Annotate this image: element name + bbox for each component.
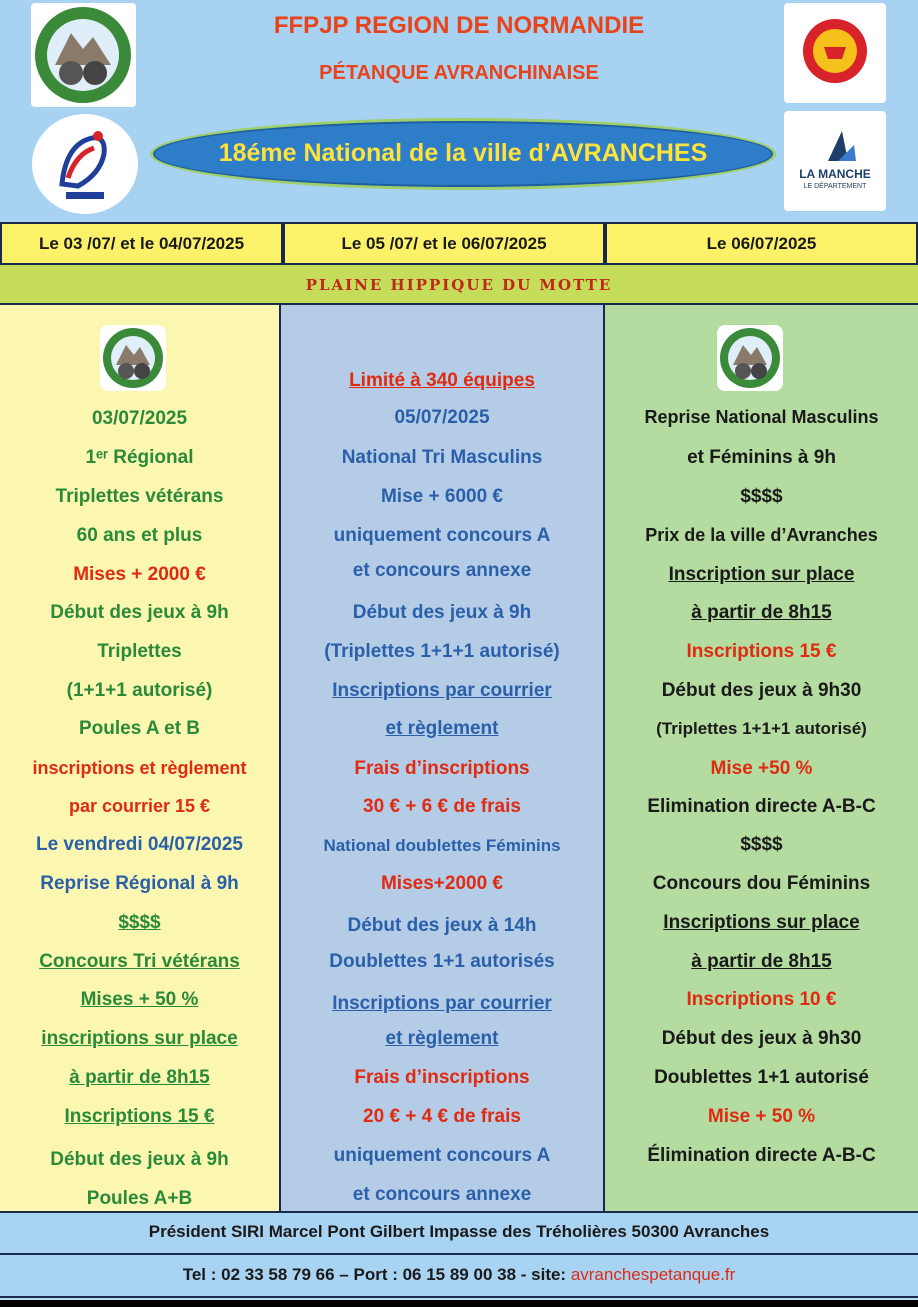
left-line: inscriptions sur place [41, 1028, 238, 1049]
venue-bar [0, 265, 918, 305]
contact-bar [0, 1253, 918, 1298]
left-line: 03/07/2025 [91, 408, 188, 429]
middle-line: et concours annexe [352, 1184, 532, 1205]
right-line: à partir de 8h15 [691, 602, 832, 623]
left-line: Inscriptions 15 € [64, 1106, 215, 1127]
left-line: Mises + 50 % [80, 989, 199, 1010]
middle-line: uniquement concours A [333, 1145, 551, 1166]
middle-line: 30 € + 6 € de frais [363, 796, 521, 817]
middle-line: Mises+2000 € [380, 873, 503, 894]
middle-line: et concours annexe [352, 560, 532, 581]
middle-line: Mise + 6000 € [380, 486, 503, 507]
right-line: Inscriptions 10 € [686, 989, 837, 1010]
middle-line: Début des jeux à 9h [352, 602, 532, 623]
middle-line: Doublettes 1+1 autorisés [329, 951, 555, 972]
club-mini-logo-icon [100, 325, 166, 391]
left-line: à partir de 8h15 [69, 1067, 210, 1088]
middle-line: Frais d’inscriptions [354, 1067, 530, 1088]
right-line: Prix de la ville d’Avranches [645, 525, 878, 545]
right-line: Inscriptions sur place [663, 912, 860, 933]
left-line: Début des jeux à 9h [50, 602, 229, 623]
middle-line: National Tri Masculins [341, 447, 543, 468]
president-address: Président SIRI Marcel Pont Gilbert Impasse des Tréholières 50300 Avranches [0, 1211, 918, 1253]
right-line: Mise +50 % [710, 758, 813, 779]
middle-line: Inscriptions par courrier [332, 680, 552, 701]
date-right: Le 06/07/2025 [605, 222, 918, 265]
right-line: et Féminins à 9h [687, 447, 836, 468]
left-line: $$$$ [118, 912, 161, 933]
left-line: Le vendredi 04/07/2025 [35, 834, 243, 855]
column-middle [281, 305, 605, 1211]
left-line: Reprise Régional à 9h [40, 873, 239, 894]
right-line: Concours dou Féminins [652, 873, 871, 894]
right-line: (Triplettes 1+1+1 autorisé) [656, 719, 867, 738]
date-left: Le 03 /07/ et le 04/07/2025 [0, 222, 283, 265]
website-link[interactable]: avranchespetanque.fr [570, 1265, 736, 1284]
left-line: Poules A+B [86, 1188, 193, 1209]
right-line: Début des jeux à 9h30 [661, 1028, 862, 1049]
date-middle: Le 05 /07/ et le 06/07/2025 [283, 222, 605, 265]
left-line: 1ᵉʳ Régional [85, 447, 194, 468]
right-line: Élimination directe A-B-C [647, 1145, 876, 1166]
left-line: Mises + 2000 € [73, 564, 206, 585]
right-line: Inscription sur place [668, 564, 855, 585]
la-manche-label: LA MANCHE [799, 167, 871, 181]
middle-line: (Triplettes 1+1+1 autorisé) [324, 641, 560, 662]
left-line: par courrier 15 € [68, 796, 211, 816]
club-title: PÉTANQUE AVRANCHINAISE [319, 62, 599, 84]
venue-name: PLAINE HIPPIQUE DU MOTTE [305, 276, 613, 294]
middle-line: Frais d’inscriptions [354, 758, 530, 779]
left-line: Concours Tri vétérans [39, 951, 240, 972]
left-line: Poules A et B [78, 718, 201, 739]
right-line: Mise + 50 % [707, 1106, 816, 1127]
middle-line: 05/07/2025 [394, 407, 490, 428]
right-line: $$$$ [740, 486, 783, 507]
right-line: Doublettes 1+1 autorisé [654, 1067, 869, 1088]
left-line: (1+1+1 autorisé) [66, 680, 213, 701]
middle-line: Début des jeux à 14h [347, 915, 537, 936]
header [0, 0, 918, 222]
federation-title: FFPJP REGION DE NORMANDIE [273, 12, 645, 39]
column-right [605, 305, 918, 1211]
left-line: Triplettes vétérans [55, 486, 224, 507]
middle-line: et règlement [385, 718, 499, 739]
event-banner [150, 118, 776, 190]
right-line: à partir de 8h15 [691, 951, 832, 972]
event-title: 18éme National de la ville d’AVRANCHES [218, 139, 708, 167]
left-line: Triplettes [97, 641, 182, 662]
right-line: Début des jeux à 9h30 [661, 680, 862, 701]
la-manche-logo [784, 111, 886, 211]
right-line: Reprise National Masculins [644, 407, 879, 427]
la-manche-sublabel: LE DÉPARTEMENT [803, 183, 867, 190]
middle-line: 20 € + 4 € de frais [363, 1106, 521, 1127]
middle-line: uniquement concours A [333, 525, 551, 546]
ffpjp-rooster-logo [32, 114, 138, 214]
left-line: Début des jeux à 9h [50, 1149, 229, 1170]
contact-phones: Tel : 02 33 58 79 66 – Port : 06 15 89 00 38 - site: [182, 1265, 571, 1284]
left-line: 60 ans et plus [76, 525, 203, 546]
right-line: Inscriptions 15 € [686, 641, 837, 662]
middle-line: Inscriptions par courrier [332, 993, 552, 1014]
middle-line: et règlement [385, 1028, 499, 1049]
middle-line: National doublettes Féminins [323, 836, 561, 855]
right-line: $$$$ [740, 834, 783, 855]
club-mini-logo-icon [717, 325, 783, 391]
right-line: Elimination directe A-B-C [647, 796, 876, 817]
left-line: inscriptions et règlement [32, 758, 247, 778]
middle-line: Limité à 340 équipes [349, 370, 535, 391]
column-left [0, 305, 281, 1211]
